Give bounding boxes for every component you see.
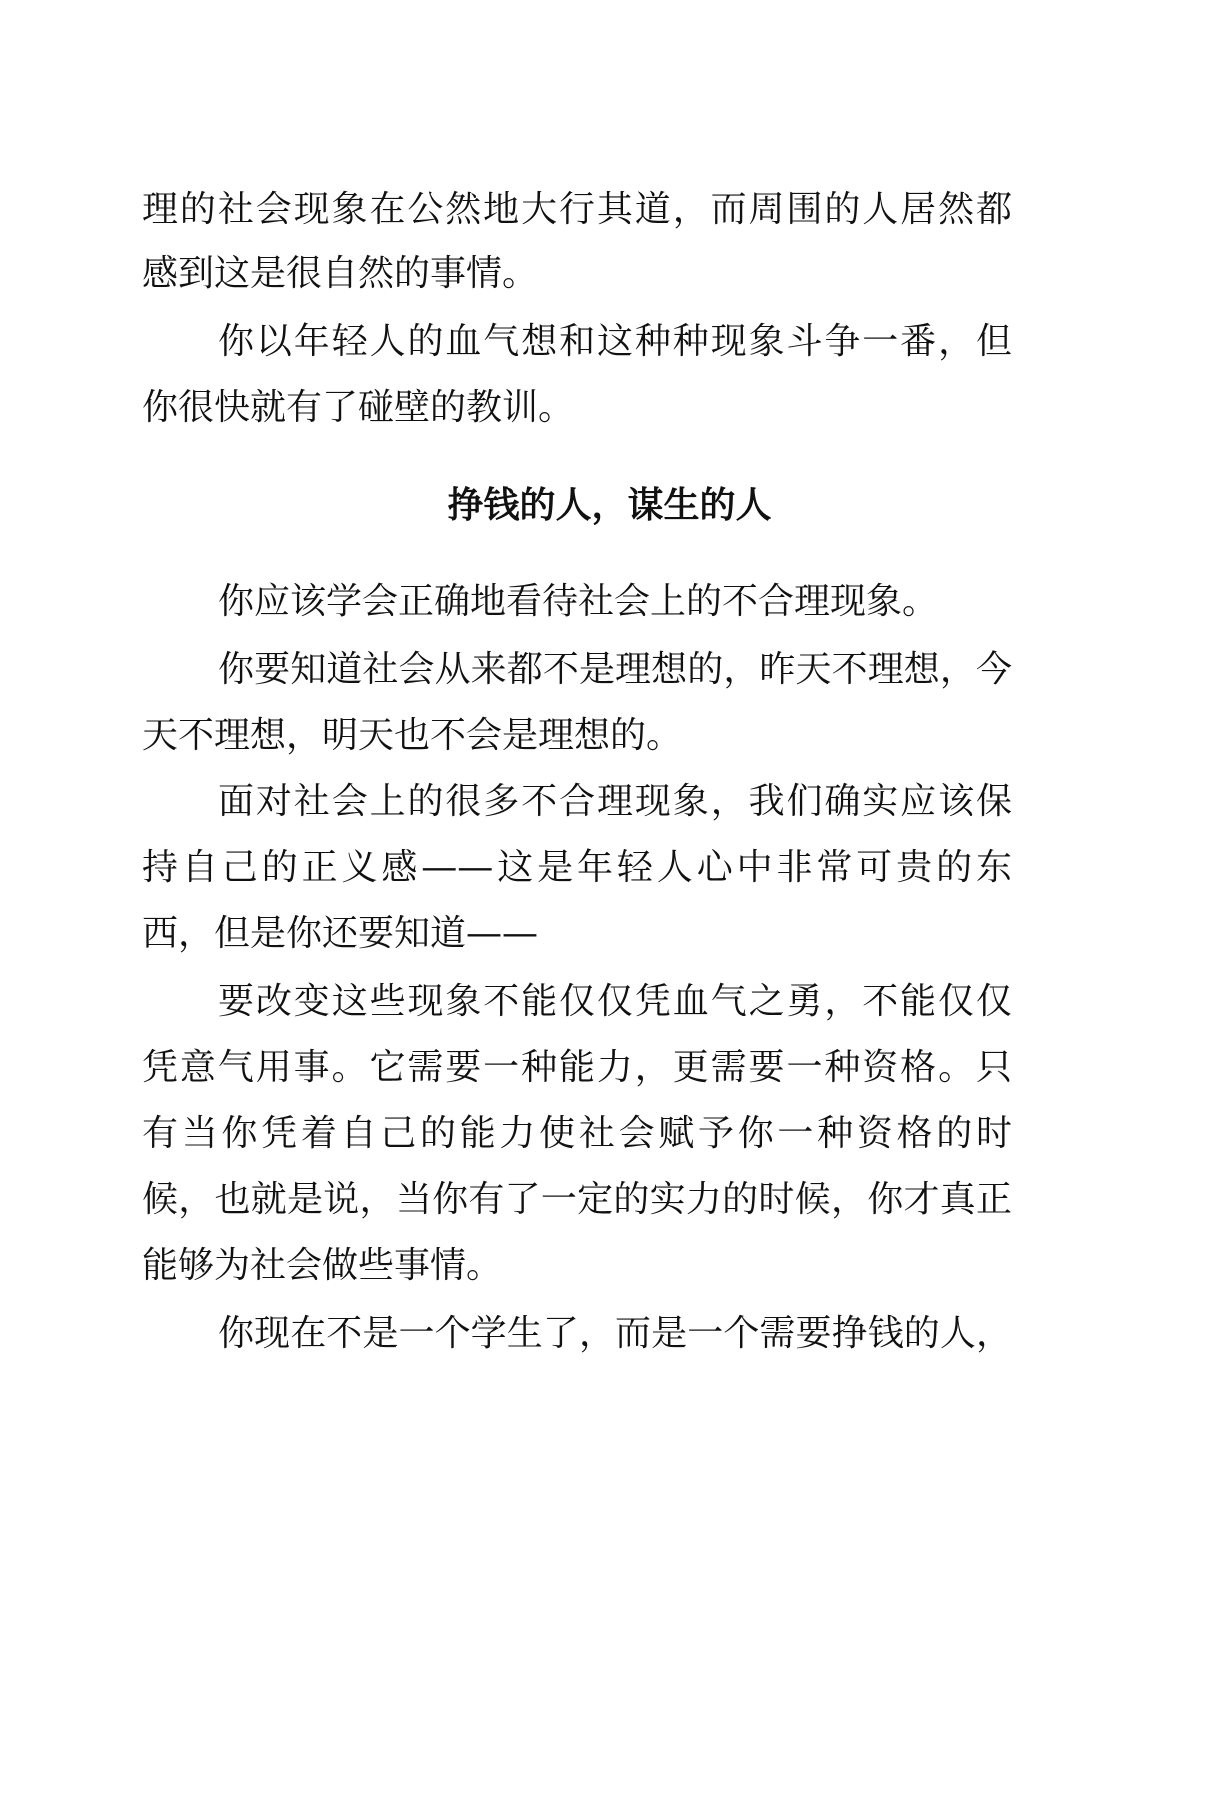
paragraph-line: 候，也就是说，当你有了一定的实力的时候，你才真正 (142, 1179, 1012, 1220)
paragraph-line: 面对社会上的很多不合理现象，我们确实应该保 (218, 781, 1012, 822)
paragraph-line: 你要知道社会从来都不是理想的，昨天不理想，今 (218, 649, 1012, 690)
paragraph-line: 你很快就有了碰壁的教训。 (142, 387, 575, 428)
paragraph-line: 能够为社会做些事情。 (142, 1245, 503, 1286)
paragraph-line: 你应该学会正确地看待社会上的不合理现象。 (218, 581, 939, 622)
paragraph-line: 持自己的正义感——这是年轻人心中非常可贵的东 (142, 847, 1012, 888)
paragraph-line: 你以年轻人的血气想和这种种现象斗争一番，但 (218, 321, 1012, 362)
paragraph-line: 你现在不是一个学生了，而是一个需要挣钱的人， (218, 1313, 1012, 1354)
paragraph-line: 天不理想，明天也不会是理想的。 (142, 715, 683, 756)
section-title: 挣钱的人，谋生的人 (447, 485, 772, 526)
paragraph-line: 理的社会现象在公然地大行其道，而周围的人居然都 (142, 189, 1012, 230)
paragraph-line: 感到这是很自然的事情。 (142, 253, 539, 294)
paragraph-line: 有当你凭着自己的能力使社会赋予你一种资格的时 (142, 1113, 1012, 1154)
paragraph-line: 西，但是你还要知道—— (142, 913, 539, 954)
paragraph-line: 要改变这些现象不能仅仅凭血气之勇，不能仅仅 (218, 981, 1012, 1022)
paragraph-line: 凭意气用事。它需要一种能力，更需要一种资格。只 (142, 1047, 1012, 1088)
